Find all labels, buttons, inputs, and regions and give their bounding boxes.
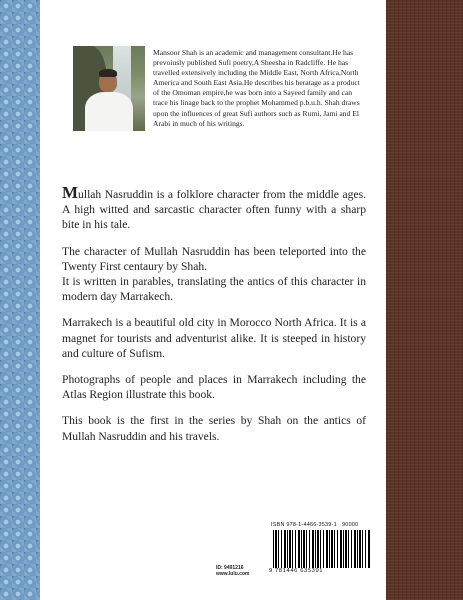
publisher-id: ID: 9491216: [216, 565, 244, 571]
blurb-paragraph-2a: The character of Mullah Nasruddin has been teleported into the Twenty First centaury by Shah.: [62, 244, 366, 273]
author-photo: [73, 46, 145, 131]
blurb-paragraph-4: Photographs of people and places in Marrakech including the Atlas Region illustrate this book.: [62, 373, 366, 402]
blurb-paragraph-3: Marrakech is a beautiful old city in Morocco North Africa. It is a magnet for tourists and adventurist alike. It is steeped in history and culture of Sufism.: [62, 316, 366, 360]
blurb-paragraph-2b: It is written in parables, translating the antics of this character in modern day Marrakech.: [62, 275, 366, 304]
barcode: [267, 522, 375, 578]
right-brown-pattern: [386, 0, 463, 600]
isbn-label: ISBN 978-1-4466-3539-1 90000: [271, 522, 359, 528]
publisher-info: [216, 565, 249, 577]
blurb-paragraph-1: Mullah Nasruddin is a folklore character from the middle ages. A high witted and sarcastic character often funny with a sharp bite in his tale.: [62, 183, 366, 232]
barcode-bars: [273, 530, 371, 568]
blurb: [62, 185, 366, 455]
barcode-digits: 9 781446 635391: [269, 568, 324, 574]
publisher-site: www.lulu.com: [216, 571, 250, 577]
left-blue-pattern: [0, 0, 40, 600]
drop-cap: M: [62, 183, 79, 202]
blurb-paragraph-5: This book is the first in the series by Shah on the antics of Mullah Nasruddin and his travels.: [62, 414, 366, 443]
back-cover-panel: [40, 0, 386, 600]
author-bio-text: Mansoor Shah is an academic and management consultant.He has prevoiusly published Sufi poetry,A Sheesha in Radcliffe. He has travelled extensively including the Middle East, North Africa,North America and South East Asia.He describes his heratage as a product of the Omoman empire,he was born into a Sayeed family and can trace his linage back to the prophet Mohammed p.b.u.h. Shah draws upon the influences of great Sufi authors such as Rumi, Jami and El Arabi in much of his writings.: [153, 48, 360, 128]
author-bio-box: [73, 38, 365, 168]
